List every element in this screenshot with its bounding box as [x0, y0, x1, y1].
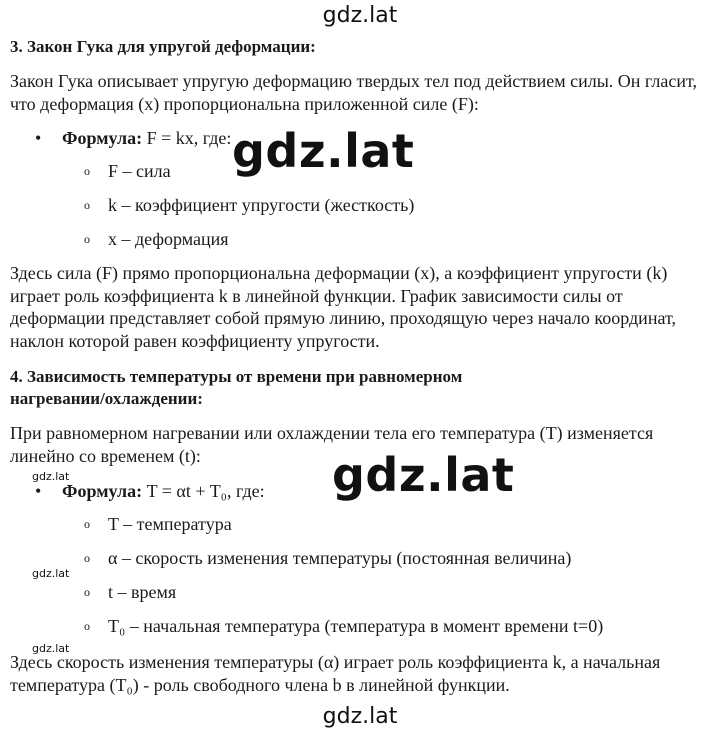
section-4-intro: При равномерном нагревании или охлаждении тела его температура (T) изменяется линейно со временем (t):	[10, 423, 654, 466]
sub-item-text: k – коэффициент упругости (жесткость)	[108, 195, 415, 215]
sub-item-text: t – время	[108, 582, 177, 602]
section-4-formula	[62, 480, 265, 502]
formula-text: T = αt + T₀, где:	[142, 481, 265, 501]
section-4-heading-line-2: нагревании/охлаждении:	[10, 389, 203, 408]
section-3-heading: 3. Закон Гука для упругой деформации:	[10, 37, 316, 56]
bullet-dot-icon: •	[35, 481, 42, 501]
formula-label: Формула:	[62, 128, 143, 148]
watermark-top: gdz.lat	[322, 3, 398, 28]
sub-item-text: F – сила	[108, 161, 171, 181]
sub-item-text: x – деформация	[108, 229, 229, 249]
section-4-heading-line-1: 4. Зависимость температуры от времени при равномерном	[10, 367, 463, 386]
circle-bullet-icon: o	[84, 551, 90, 565]
circle-bullet-icon: o	[84, 164, 90, 178]
circle-bullet-icon: o	[84, 619, 90, 633]
bullet-dot-icon: •	[35, 128, 42, 148]
circle-bullet-icon: o	[84, 198, 90, 212]
circle-bullet-icon: o	[84, 585, 90, 599]
watermark-large-2: gdz.lat	[332, 448, 515, 502]
watermark-small-2: gdz.lat	[32, 567, 70, 580]
circle-bullet-icon: o	[84, 232, 90, 246]
formula-text: F = kx, где:	[142, 128, 232, 148]
circle-bullet-icon: o	[84, 517, 90, 531]
watermark-large-1: gdz.lat	[232, 124, 415, 178]
section-3-formula	[62, 127, 231, 149]
watermark-bottom: gdz.lat	[322, 704, 398, 729]
section-4-heading	[10, 366, 462, 410]
sub-item-text: T – температура	[108, 514, 232, 534]
sub-item-text: α – скорость изменения температуры (постоянная величина)	[108, 548, 572, 568]
watermark-small-3: gdz.lat	[32, 642, 70, 655]
sub-item-text: T₀ – начальная температура (температура в момент времени t=0)	[108, 616, 604, 636]
section-3-intro: Закон Гука описывает упругую деформацию твердых тел под действием силы. Он гласит, что деформация (x) пропорциональна приложенной силе (F):	[10, 71, 697, 114]
watermark-small-1: gdz.lat	[32, 470, 70, 483]
section-3-conclusion: Здесь сила (F) прямо пропорциональна деформации (x), а коэффициент упругости (k) играет роль коэффициента k в линейной функции. График зависимости силы от деформации представляет собой прямую линию, проходящую через начало координат, наклон которой равен коэффициенту упругости.	[10, 263, 676, 351]
section-4-conclusion: Здесь скорость изменения температуры (α) играет роль коэффициента k, а начальная температура (T₀) - роль свободного члена b в линейной функции.	[10, 652, 661, 695]
formula-label: Формула:	[62, 481, 143, 501]
